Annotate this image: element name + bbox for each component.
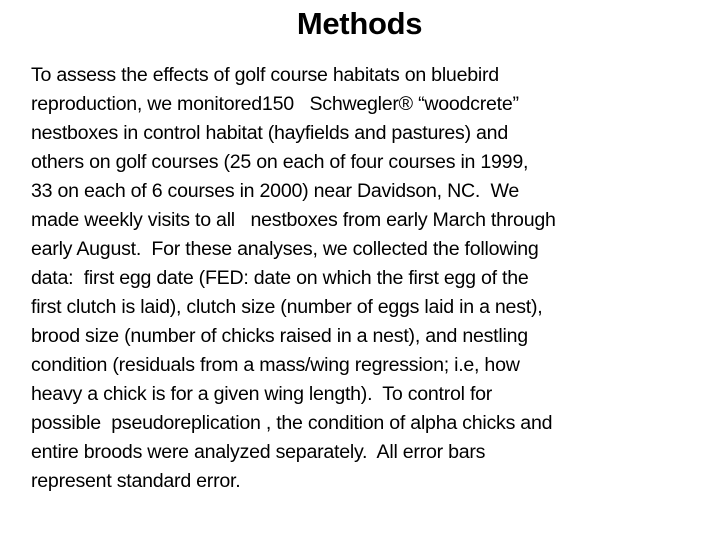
body-line: nestboxes in control habitat (hayfields and pastures) and <box>31 122 508 144</box>
methods-body-text <box>31 61 711 496</box>
body-line: represent standard error. <box>31 470 241 492</box>
body-line: early August. For these analyses, we collected the following <box>31 238 539 260</box>
body-line: possible pseudoreplication , the condition of alpha chicks and <box>31 412 553 434</box>
body-line: To assess the effects of golf course habitats on bluebird <box>31 64 499 86</box>
body-line: reproduction, we monitored150 Schwegler® “woodcrete” <box>31 93 519 115</box>
body-line: condition (residuals from a mass/wing regression; i.e, how <box>31 354 520 376</box>
body-line: brood size (number of chicks raised in a nest), and nestling <box>31 325 528 347</box>
body-line: 33 on each of 6 courses in 2000) near Davidson, NC. We <box>31 180 519 202</box>
body-line: others on golf courses (25 on each of four courses in 1999, <box>31 151 529 173</box>
slide-title: Methods <box>296 6 423 41</box>
body-line: entire broods were analyzed separately. All error bars <box>31 441 486 463</box>
body-line: made weekly visits to all nestboxes from early March through <box>31 209 556 231</box>
body-line: data: first egg date (FED: date on which the first egg of the <box>31 267 529 289</box>
body-line: first clutch is laid), clutch size (number of eggs laid in a nest), <box>31 296 543 318</box>
body-line: heavy a chick is for a given wing length). To control for <box>31 383 493 405</box>
